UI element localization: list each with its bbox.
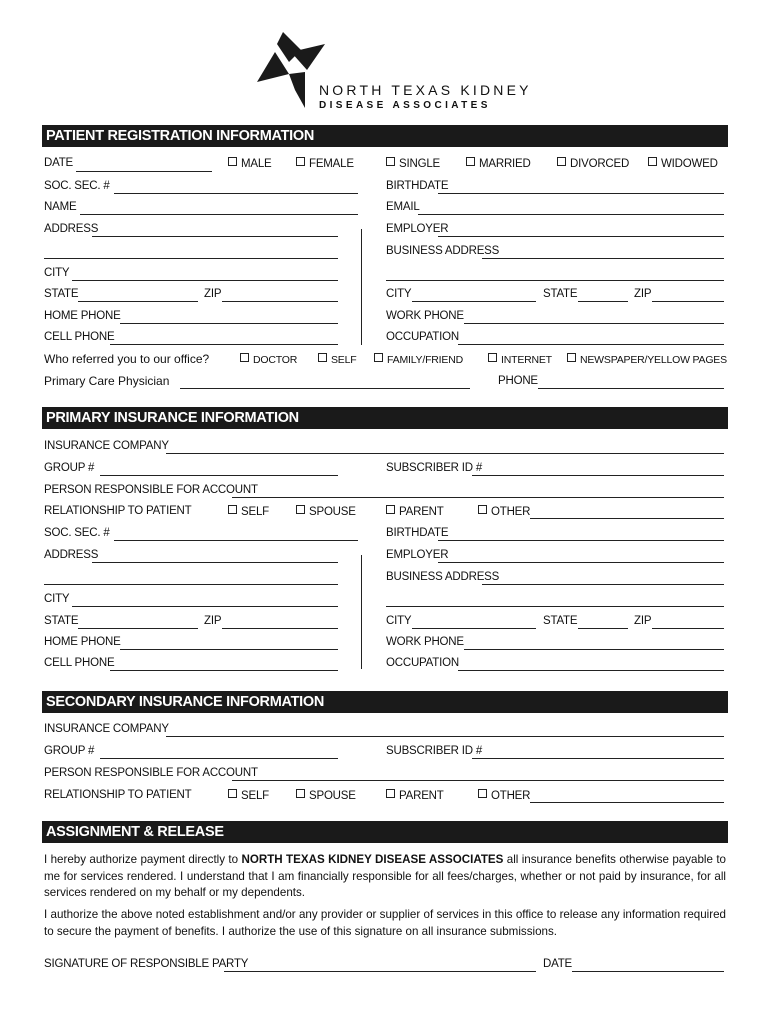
cell-phone-label: CELL PHONE (44, 331, 115, 343)
primary-cell-phone-label: CELL PHONE (44, 657, 115, 669)
male-option[interactable] (228, 157, 272, 170)
newspaper-option[interactable] (567, 353, 727, 366)
secondary-subscriber-field[interactable] (472, 758, 724, 759)
employer-zip-field[interactable] (652, 301, 724, 302)
secondary-other-checkbox[interactable] (478, 789, 487, 798)
signature-label: SIGNATURE OF RESPONSIBLE PARTY (44, 958, 249, 970)
soc-sec-label: SOC. SEC. # (44, 180, 110, 192)
secondary-spouse-label: SPOUSE (309, 790, 356, 802)
doctor-label: DOCTOR (253, 354, 298, 366)
primary-subscriber-field[interactable] (472, 475, 724, 476)
release-p1-company: NORTH TEXAS KIDNEY DISEASE ASSOCIATES (241, 853, 504, 866)
address-label: ADDRESS (44, 223, 99, 235)
employer-zip-label: ZIP (634, 288, 652, 300)
release-paragraph-1 (44, 852, 726, 902)
primary-other-checkbox[interactable] (478, 505, 487, 514)
primary-city-label: CITY (44, 593, 70, 605)
secondary-other-label: OTHER (491, 790, 531, 802)
primary-birthdate-field[interactable] (438, 540, 724, 541)
secondary-self-label: SELF (241, 790, 269, 802)
primary-occupation-label: OCCUPATION (386, 657, 459, 669)
primary-state-field[interactable] (78, 628, 198, 629)
primary-employer-field[interactable] (438, 562, 724, 563)
doctor-option[interactable] (240, 353, 297, 366)
primary-address-field[interactable] (92, 562, 338, 563)
primary-spouse-option[interactable] (296, 505, 356, 518)
secondary-responsible-label: PERSON RESPONSIBLE FOR ACCOUNT (44, 767, 258, 779)
primary-employer-zip-field[interactable] (652, 628, 724, 629)
primary-business-address-label: BUSINESS ADDRESS (386, 571, 500, 583)
date-field[interactable] (76, 171, 212, 172)
primary-city-field[interactable] (72, 606, 338, 607)
primary-relationship-label: RELATIONSHIP TO PATIENT (44, 505, 192, 517)
primary-self-checkbox[interactable] (228, 505, 237, 514)
patient-section-header: PATIENT REGISTRATION INFORMATION (42, 125, 728, 147)
male-checkbox[interactable] (228, 157, 237, 166)
state-field[interactable] (78, 301, 198, 302)
logo-mark-icon (255, 30, 335, 110)
referral-self-option[interactable] (318, 353, 356, 366)
secondary-section-header: SECONDARY INSURANCE INFORMATION (42, 691, 728, 713)
married-label: MARRIED (479, 158, 531, 170)
divorced-checkbox[interactable] (557, 157, 566, 166)
email-field[interactable] (418, 214, 724, 215)
single-option[interactable] (386, 157, 440, 170)
referred-label: Who referred you to our office? (44, 352, 210, 366)
state-label: STATE (44, 288, 79, 300)
widowed-checkbox[interactable] (648, 157, 657, 166)
secondary-parent-label: PARENT (399, 790, 444, 802)
doctor-checkbox[interactable] (240, 353, 249, 362)
work-phone-field[interactable] (464, 323, 724, 324)
secondary-group-field[interactable] (100, 758, 338, 759)
primary-business-address-field[interactable] (482, 584, 724, 585)
primary-work-phone-field[interactable] (464, 649, 724, 650)
primary-responsible-label: PERSON RESPONSIBLE FOR ACCOUNT (44, 484, 258, 496)
signature-field[interactable] (224, 971, 536, 972)
primary-employer-city-field[interactable] (412, 628, 536, 629)
business-address-field[interactable] (482, 258, 724, 259)
internet-checkbox[interactable] (488, 353, 497, 362)
soc-sec-field[interactable] (114, 193, 358, 194)
secondary-spouse-checkbox[interactable] (296, 789, 305, 798)
single-label: SINGLE (399, 158, 440, 170)
primary-company-label: INSURANCE COMPANY (44, 440, 169, 452)
primary-soc-field[interactable] (114, 540, 358, 541)
secondary-group-label: GROUP # (44, 745, 95, 757)
secondary-other-option[interactable] (478, 789, 530, 802)
birthdate-field[interactable] (438, 193, 724, 194)
primary-parent-checkbox[interactable] (386, 505, 395, 514)
secondary-parent-checkbox[interactable] (386, 789, 395, 798)
primary-group-label: GROUP # (44, 462, 95, 474)
primary-zip-label: ZIP (204, 615, 222, 627)
home-phone-label: HOME PHONE (44, 310, 121, 322)
family-label: FAMILY/FRIEND (387, 354, 463, 366)
secondary-other-field[interactable] (530, 802, 724, 803)
employer-city-label: CITY (386, 288, 412, 300)
address-field[interactable] (92, 236, 338, 237)
name-field[interactable] (80, 214, 358, 215)
name-label: NAME (44, 201, 77, 213)
primary-employer-city-label: CITY (386, 615, 412, 627)
cell-phone-field[interactable] (110, 344, 338, 345)
referral-self-checkbox[interactable] (318, 353, 327, 362)
employer-city-field[interactable] (412, 301, 536, 302)
pcp-phone-label: PHONE (498, 375, 538, 387)
address-line2-field[interactable] (44, 258, 338, 259)
female-checkbox[interactable] (296, 157, 305, 166)
logo-line2: DISEASE ASSOCIATES (319, 100, 491, 111)
secondary-responsible-field[interactable] (232, 780, 724, 781)
primary-birthdate-label: BIRTHDATE (386, 527, 449, 539)
primary-employer-state-label: STATE (543, 615, 578, 627)
primary-zip-field[interactable] (222, 628, 338, 629)
column-divider (361, 229, 362, 345)
single-checkbox[interactable] (386, 157, 395, 166)
internet-label: INTERNET (501, 354, 552, 366)
employer-state-label: STATE (543, 288, 578, 300)
primary-subscriber-label: SUBSCRIBER ID # (386, 462, 483, 474)
release-p1-start: I hereby authorize payment directly to (44, 853, 242, 866)
secondary-company-label: INSURANCE COMPANY (44, 723, 169, 735)
female-option[interactable] (296, 157, 354, 170)
pcp-label: Primary Care Physician (44, 374, 170, 388)
city-label: CITY (44, 267, 70, 279)
male-label: MALE (241, 158, 272, 170)
newspaper-label: NEWSPAPER/YELLOW PAGES (580, 354, 727, 366)
employer-field[interactable] (438, 236, 724, 237)
primary-address-line2-field[interactable] (44, 584, 338, 585)
zip-label: ZIP (204, 288, 222, 300)
secondary-parent-option[interactable] (386, 789, 444, 802)
work-phone-label: WORK PHONE (386, 310, 464, 322)
business-address-line2-field[interactable] (386, 280, 724, 281)
logo-line1: NORTH TEXAS KIDNEY (319, 82, 532, 98)
primary-address-label: ADDRESS (44, 549, 99, 561)
primary-cell-phone-field[interactable] (110, 670, 338, 671)
primary-employer-state-field[interactable] (578, 628, 628, 629)
signature-date-field[interactable] (572, 971, 724, 972)
family-option[interactable] (374, 353, 463, 366)
employer-label: EMPLOYER (386, 223, 449, 235)
divorced-option[interactable] (557, 157, 629, 170)
female-label: FEMALE (309, 158, 354, 170)
primary-business-address-line2-field[interactable] (386, 606, 724, 607)
primary-home-phone-label: HOME PHONE (44, 636, 121, 648)
signature-date-label: DATE (543, 958, 573, 970)
primary-column-divider (361, 555, 362, 669)
secondary-self-option[interactable] (228, 789, 269, 802)
primary-employer-label: EMPLOYER (386, 549, 449, 561)
release-p1-end: all insurance benefits otherwise payable to me for services rendered. I understand that I am financially responsible for all fees/charges, whether or not paid by insurance, for all services rendered on my behalf or my dependents. (44, 853, 726, 899)
logo (255, 30, 532, 111)
release-section-header: ASSIGNMENT & RELEASE (42, 821, 728, 843)
newspaper-checkbox[interactable] (567, 353, 576, 362)
occupation-label: OCCUPATION (386, 331, 459, 343)
primary-spouse-label: SPOUSE (309, 506, 356, 518)
married-checkbox[interactable] (466, 157, 475, 166)
primary-employer-zip-label: ZIP (634, 615, 652, 627)
internet-option[interactable] (488, 353, 552, 366)
primary-section-header: PRIMARY INSURANCE INFORMATION (42, 407, 728, 429)
primary-occupation-field[interactable] (458, 670, 724, 671)
primary-responsible-field[interactable] (232, 497, 724, 498)
primary-parent-option[interactable] (386, 505, 444, 518)
zip-field[interactable] (222, 301, 338, 302)
pcp-field[interactable] (180, 388, 470, 389)
primary-group-field[interactable] (100, 475, 338, 476)
secondary-subscriber-label: SUBSCRIBER ID # (386, 745, 483, 757)
birthdate-label: BIRTHDATE (386, 180, 449, 192)
employer-state-field[interactable] (578, 301, 628, 302)
primary-soc-label: SOC. SEC. # (44, 527, 110, 539)
email-label: EMAIL (386, 201, 420, 213)
primary-spouse-checkbox[interactable] (296, 505, 305, 514)
pcp-phone-field[interactable] (538, 388, 724, 389)
secondary-relationship-label: RELATIONSHIP TO PATIENT (44, 789, 192, 801)
occupation-field[interactable] (458, 344, 724, 345)
primary-other-field[interactable] (530, 518, 724, 519)
widowed-option[interactable] (648, 157, 718, 170)
primary-self-option[interactable] (228, 505, 269, 518)
primary-home-phone-field[interactable] (120, 649, 338, 650)
primary-self-label: SELF (241, 506, 269, 518)
primary-parent-label: PARENT (399, 506, 444, 518)
secondary-spouse-option[interactable] (296, 789, 356, 802)
married-option[interactable] (466, 157, 531, 170)
city-field[interactable] (72, 280, 338, 281)
referral-self-label: SELF (331, 354, 357, 366)
primary-other-label: OTHER (491, 506, 531, 518)
divorced-label: DIVORCED (570, 158, 630, 170)
primary-other-option[interactable] (478, 505, 530, 518)
business-address-label: BUSINESS ADDRESS (386, 245, 500, 257)
widowed-label: WIDOWED (661, 158, 718, 170)
home-phone-field[interactable] (120, 323, 338, 324)
primary-work-phone-label: WORK PHONE (386, 636, 464, 648)
date-label: DATE (44, 157, 74, 169)
release-paragraph-2: I authorize the above noted establishment and/or any provider or supplier of services in this office to release any information required to secure the payment of benefits. I authorize the use of this signature on all insurance submissions. (44, 908, 726, 938)
primary-state-label: STATE (44, 615, 79, 627)
secondary-self-checkbox[interactable] (228, 789, 237, 798)
secondary-company-field[interactable] (166, 736, 724, 737)
family-checkbox[interactable] (374, 353, 383, 362)
primary-company-field[interactable] (166, 453, 724, 454)
